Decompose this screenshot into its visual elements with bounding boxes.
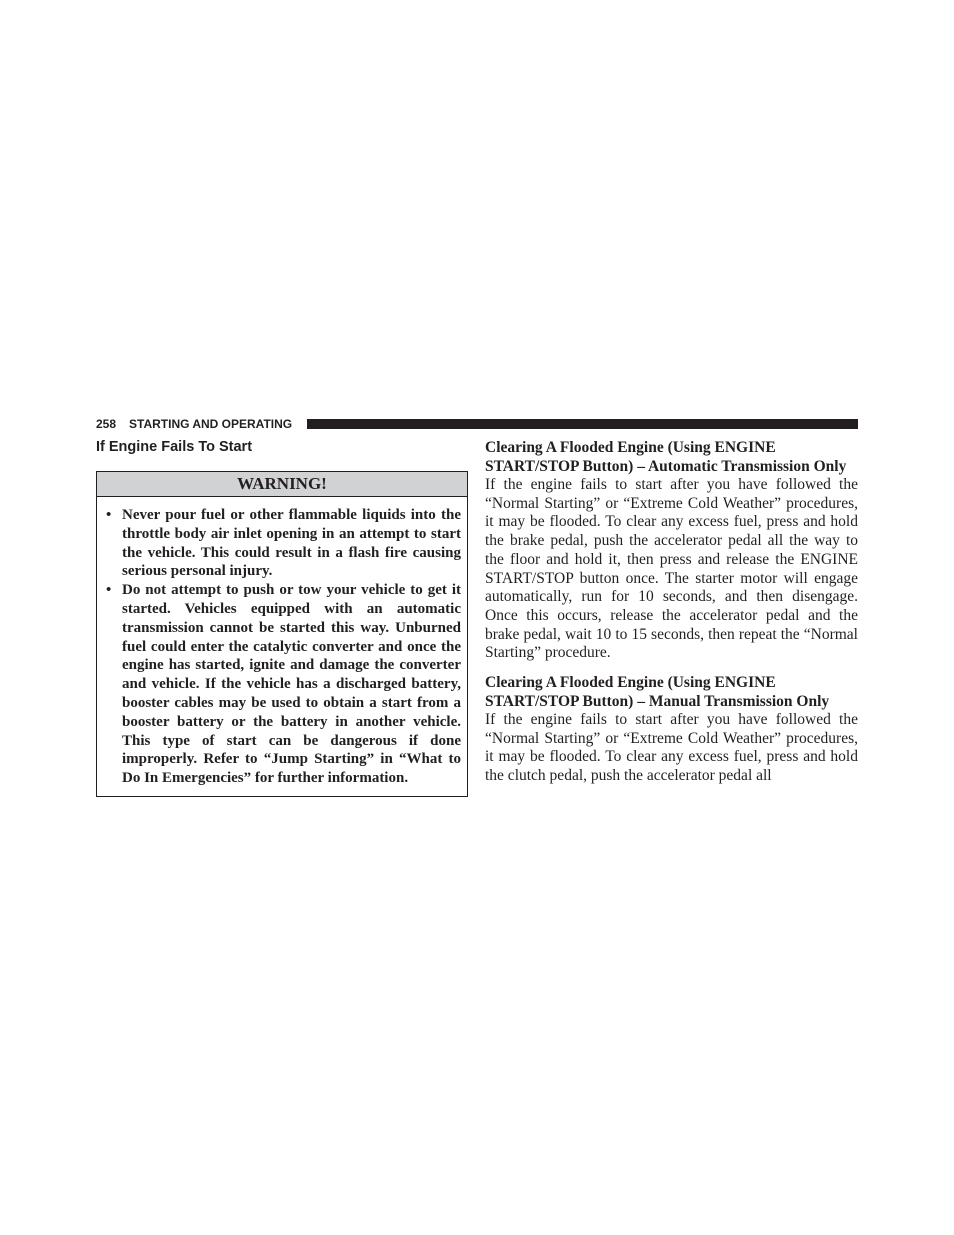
bullet-icon: •: [106, 507, 112, 523]
warning-box: [96, 471, 468, 797]
heading-manual-transmission: Clearing A Flooded Engine (Using ENGINE START/STOP Button) – Manual Transmission Only: [485, 674, 830, 711]
page-header: [96, 416, 858, 432]
header-rule: [307, 419, 858, 429]
section-title: STARTING AND OPERATING: [129, 417, 293, 431]
section-gap: [485, 663, 858, 673]
warning-item-text: Do not attempt to push or tow your vehicle to get it started. Vehicles equipped with an automatic transmission cannot be started this way. Unburned fuel could enter the catalytic converter and once the engine has started, ignite and damage the converter and vehicle. If the vehicle has a discharged battery, booster cables may be used to obtain a start from a booster battery or the battery in another vehicle. This type of start can be dangerous if done improperly. Refer to “Jump Starting” in “What to Do In Emergencies” for further information.: [122, 582, 461, 787]
warning-title: WARNING!: [97, 472, 467, 497]
warning-list: [97, 497, 467, 796]
section-heading-engine-fails: If Engine Fails To Start: [96, 439, 253, 455]
page-number: 258: [96, 417, 117, 431]
bullet-icon: •: [106, 582, 112, 599]
paragraph-automatic-transmission: If the engine fails to start after you have followed the “Normal Starting” or “Extreme Cold Weather” procedures, it may be flooded. To clear any excess fuel, press and hold the brake pedal, push the accelerator pedal all the way to the floor and hold it, then press and release the ENGINE START/STOP button once. The starter motor will engage automatically, run for 10 seconds, and then disengage. Once this occurs, release the accelerator pedal and the brake pedal, wait 10 to 15 seconds, then repeat the “Normal Starting” procedure.: [485, 476, 858, 662]
warning-item: [105, 506, 461, 581]
warning-item: [105, 581, 461, 788]
paragraph-manual-transmission: If the engine fails to start after you have followed the “Normal Starting” or “Extreme Cold Weather” procedures, it may be flooded. To clear any excess fuel, press and hold the clutch pedal, push the accelerator pedal all: [485, 711, 858, 785]
right-column: [485, 438, 858, 786]
left-column: [96, 438, 469, 797]
heading-automatic-transmission: Clearing A Flooded Engine (Using ENGINE START/STOP Button) – Automatic Transmission Only: [485, 439, 847, 475]
warning-item-text: Never pour fuel or other flammable liquids into the throttle body air inlet opening in an attempt to start the vehicle. This could result in a flash fire causing serious personal injury.: [122, 507, 461, 580]
